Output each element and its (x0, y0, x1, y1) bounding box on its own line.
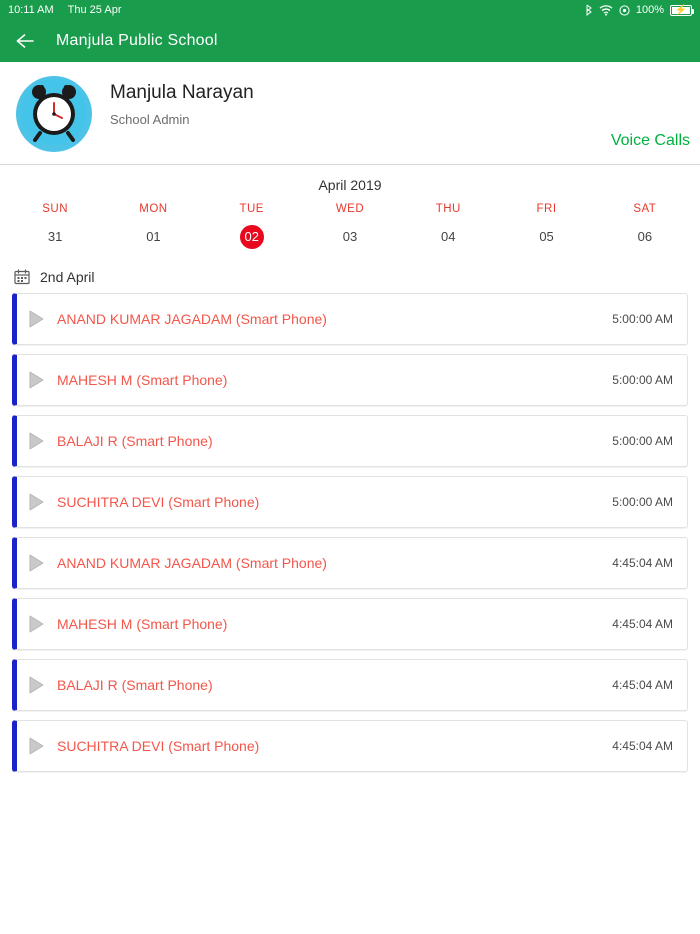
battery-charging-icon: ⚡ (670, 5, 692, 16)
status-time: 10:11 AM (8, 4, 54, 16)
list-item[interactable] (12, 354, 688, 406)
location-icon (619, 5, 630, 16)
calendar-day-6[interactable]: 06 (637, 229, 653, 244)
call-time: 4:45:04 AM (612, 678, 673, 692)
status-date: Thu 25 Apr (67, 4, 122, 16)
profile-header (0, 62, 700, 152)
calendar-dow: TUE (239, 203, 264, 215)
app-bar (0, 20, 700, 62)
play-icon[interactable] (25, 370, 47, 390)
call-time: 4:45:04 AM (612, 617, 673, 631)
bluetooth-icon (585, 4, 593, 16)
call-name: BALAJI R (Smart Phone) (57, 433, 213, 449)
selected-date-header (0, 253, 700, 293)
calendar-day-3[interactable]: 03 (342, 229, 358, 244)
list-item[interactable] (12, 415, 688, 467)
selected-date-label: 2nd April (40, 269, 95, 285)
calendar-dow: WED (335, 203, 365, 215)
call-name: SUCHITRA DEVI (Smart Phone) (57, 738, 260, 754)
list-item[interactable] (12, 476, 688, 528)
list-item[interactable] (12, 659, 688, 711)
battery-percent-label: 100% (635, 4, 664, 16)
calendar-dow: SAT (633, 203, 657, 215)
call-name: MAHESH M (Smart Phone) (57, 616, 228, 632)
status-bar (0, 0, 700, 20)
call-time: 5:00:00 AM (612, 434, 673, 448)
calendar-day-1[interactable]: 01 (146, 229, 161, 244)
call-time: 5:00:00 AM (612, 495, 673, 509)
call-time: 5:00:00 AM (612, 312, 673, 326)
list-item[interactable] (12, 293, 688, 345)
play-icon[interactable] (25, 675, 47, 695)
profile-role: School Admin (110, 112, 190, 127)
call-name: SUCHITRA DEVI (Smart Phone) (57, 494, 260, 510)
call-name: MAHESH M (Smart Phone) (57, 372, 228, 388)
call-time: 5:00:00 AM (612, 373, 673, 387)
voice-call-list (0, 293, 700, 772)
calendar-dow: MON (139, 203, 168, 215)
calendar-dow: THU (435, 203, 461, 215)
calendar-dow: FRI (536, 203, 557, 215)
calendar-day-row (0, 217, 700, 253)
calendar-day-0[interactable]: 31 (47, 229, 63, 244)
status-indicators (585, 4, 692, 16)
calendar-month-label: April 2019 (318, 177, 382, 193)
list-item[interactable] (12, 537, 688, 589)
list-item[interactable] (12, 598, 688, 650)
call-time: 4:45:04 AM (612, 739, 673, 753)
calendar-day-4[interactable]: 04 (441, 229, 456, 244)
wifi-icon (599, 5, 613, 16)
calendar-icon (14, 269, 30, 285)
calendar-day-2-selected[interactable]: 02 (203, 217, 301, 253)
list-item[interactable] (12, 720, 688, 772)
back-arrow-icon[interactable] (14, 28, 40, 54)
play-icon[interactable] (25, 309, 47, 329)
play-icon[interactable] (25, 492, 47, 512)
alarm-clock-icon (21, 79, 87, 150)
profile-name: Manjula Narayan (110, 82, 254, 103)
play-icon[interactable] (25, 431, 47, 451)
call-time: 4:45:04 AM (612, 556, 673, 570)
calendar-strip (0, 165, 700, 253)
calendar-dow-row (0, 197, 700, 217)
voice-calls-link[interactable]: Voice Calls (610, 132, 690, 149)
calendar-dow: SUN (42, 203, 69, 215)
play-icon[interactable] (25, 736, 47, 756)
play-icon[interactable] (25, 614, 47, 634)
avatar (16, 76, 92, 152)
call-name: ANAND KUMAR JAGADAM (Smart Phone) (57, 555, 327, 571)
call-name: ANAND KUMAR JAGADAM (Smart Phone) (57, 311, 327, 327)
page-title: Manjula Public School (56, 32, 218, 49)
play-icon[interactable] (25, 553, 47, 573)
calendar-day-5[interactable]: 05 (539, 229, 554, 244)
call-name: BALAJI R (Smart Phone) (57, 677, 213, 693)
